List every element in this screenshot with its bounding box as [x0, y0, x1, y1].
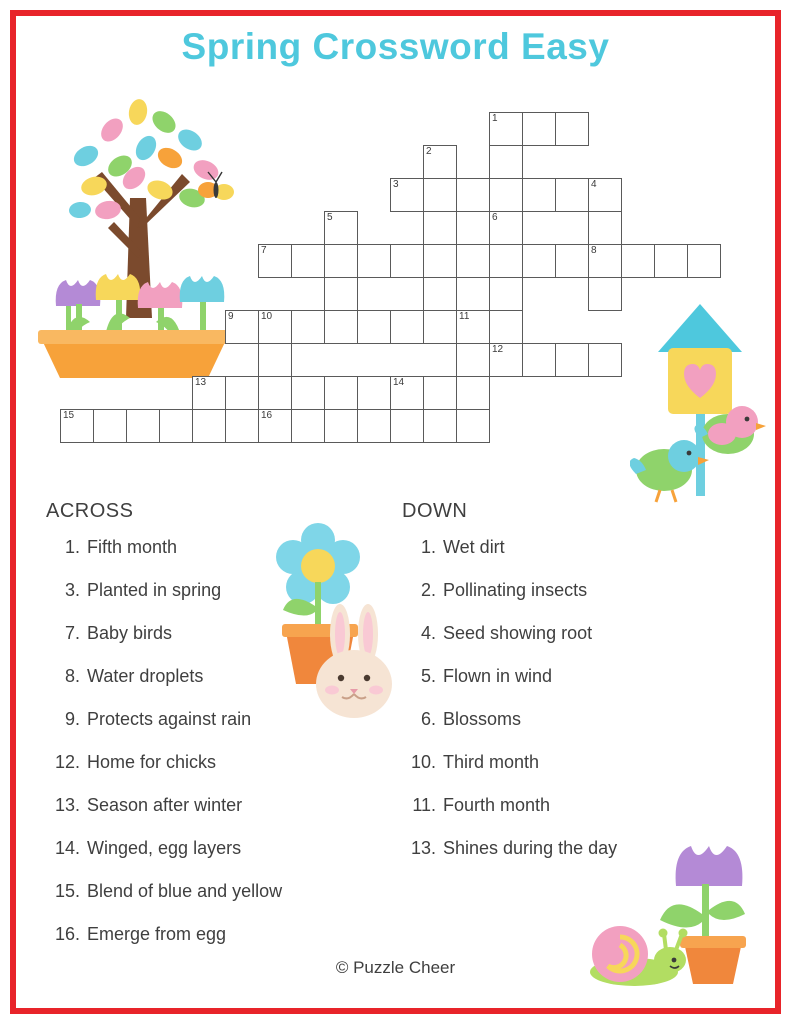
clue-item	[402, 537, 732, 558]
cell-number: 1	[492, 113, 498, 124]
down-clues-column	[402, 500, 732, 881]
crossword-cell[interactable]	[225, 310, 259, 344]
clue-text: Third month	[443, 752, 540, 772]
crossword-cell[interactable]	[423, 145, 457, 179]
clue-text: Emerge from egg	[87, 924, 227, 944]
crossword-cell[interactable]	[324, 244, 358, 278]
cell-number: 11	[459, 311, 470, 322]
crossword-cell[interactable]	[456, 409, 490, 443]
crossword-cell[interactable]	[423, 277, 457, 311]
crossword-cell[interactable]	[192, 409, 226, 443]
clue-item	[402, 580, 732, 601]
clue-item	[402, 666, 732, 687]
cell-number: 15	[63, 410, 75, 421]
clue-item	[402, 795, 732, 816]
crossword-cell[interactable]	[357, 409, 391, 443]
clue-item	[402, 623, 732, 644]
clue-number: 13.	[410, 838, 436, 858]
cell-number: 5	[327, 212, 333, 223]
clue-item	[46, 924, 376, 945]
crossword-cell[interactable]	[489, 310, 523, 344]
clue-text: Flown in wind	[443, 666, 553, 686]
crossword-cell[interactable]	[192, 376, 226, 410]
crossword-cell[interactable]	[588, 277, 622, 311]
clue-text: Pollinating insects	[443, 580, 588, 600]
clue-item	[46, 752, 376, 773]
crossword-cell[interactable]	[390, 376, 424, 410]
crossword-cell[interactable]	[522, 244, 556, 278]
clue-item	[46, 537, 376, 558]
crossword-cell[interactable]	[126, 409, 160, 443]
clue-text: Home for chicks	[87, 752, 217, 772]
crossword-cell[interactable]	[423, 211, 457, 245]
crossword-cell[interactable]	[357, 376, 391, 410]
cell-number: 16	[261, 410, 273, 421]
crossword-grid[interactable]	[60, 112, 732, 462]
clue-item	[46, 881, 376, 902]
crossword-cell[interactable]	[423, 310, 457, 344]
crossword-cell[interactable]	[456, 178, 490, 212]
crossword-cell[interactable]	[324, 376, 358, 410]
crossword-cell[interactable]	[555, 343, 589, 377]
crossword-cell[interactable]	[291, 376, 325, 410]
clue-text: Water droplets	[87, 666, 204, 686]
cell-number: 6	[492, 212, 498, 223]
crossword-cell[interactable]	[60, 409, 94, 443]
clue-number: 10.	[410, 752, 436, 772]
clue-number: 8.	[64, 666, 80, 686]
crossword-cell[interactable]	[225, 409, 259, 443]
across-clues-column	[46, 500, 376, 967]
cell-number: 10	[261, 311, 273, 322]
clue-text: Blossoms	[443, 709, 522, 729]
crossword-cell[interactable]	[423, 178, 457, 212]
cell-number: 3	[393, 179, 399, 190]
crossword-cell[interactable]	[423, 376, 457, 410]
clue-number: 12.	[54, 752, 80, 772]
clue-text: Fourth month	[443, 795, 551, 815]
cell-number: 7	[261, 245, 267, 256]
crossword-cell[interactable]	[555, 112, 589, 146]
clue-text: Shines during the day	[443, 838, 618, 858]
crossword-cell[interactable]	[588, 343, 622, 377]
crossword-cell[interactable]	[456, 244, 490, 278]
crossword-cell[interactable]	[456, 343, 490, 377]
cell-number: 9	[228, 311, 234, 322]
crossword-cell[interactable]	[225, 376, 259, 410]
clue-number: 4.	[420, 623, 436, 643]
clue-number: 1.	[64, 537, 80, 557]
cell-number: 4	[591, 179, 597, 190]
crossword-cell[interactable]	[324, 409, 358, 443]
crossword-cell[interactable]	[291, 244, 325, 278]
crossword-cell[interactable]	[654, 244, 688, 278]
crossword-cell[interactable]	[93, 409, 127, 443]
crossword-cell[interactable]	[258, 376, 292, 410]
crossword-cell[interactable]	[390, 244, 424, 278]
crossword-cell[interactable]	[687, 244, 721, 278]
cell-number: 8	[591, 245, 597, 256]
down-heading: DOWN	[402, 500, 468, 522]
clue-text: Protects against rain	[87, 709, 252, 729]
clue-number: 7.	[64, 623, 80, 643]
clue-item	[46, 666, 376, 687]
crossword-cell[interactable]	[291, 310, 325, 344]
clue-number: 1.	[420, 537, 436, 557]
cell-number: 12	[492, 344, 504, 355]
crossword-cell[interactable]	[258, 310, 292, 344]
crossword-cell[interactable]	[555, 244, 589, 278]
across-clue-list	[46, 537, 376, 945]
cell-number: 14	[393, 377, 405, 388]
clue-item	[46, 838, 376, 859]
crossword-cell[interactable]	[390, 310, 424, 344]
clue-number: 3.	[64, 580, 80, 600]
clue-text: Blend of blue and yellow	[87, 881, 283, 901]
crossword-cell[interactable]	[456, 376, 490, 410]
clue-number: 6.	[420, 709, 436, 729]
clue-item	[402, 709, 732, 730]
crossword-cell[interactable]	[390, 409, 424, 443]
copyright-footer: © Puzzle Cheer	[335, 958, 456, 977]
clue-text: Seed showing root	[443, 623, 593, 643]
crossword-cell[interactable]	[489, 145, 523, 179]
cell-number: 13	[195, 377, 207, 388]
crossword-cell[interactable]	[258, 409, 292, 443]
crossword-cell[interactable]	[522, 112, 556, 146]
clue-text: Wet dirt	[443, 537, 505, 557]
crossword-cell[interactable]	[522, 343, 556, 377]
clue-item	[46, 709, 376, 730]
clue-number: 15.	[54, 881, 80, 901]
crossword-cell[interactable]	[258, 244, 292, 278]
crossword-cell[interactable]	[588, 178, 622, 212]
clues-section	[0, 500, 791, 950]
crossword-cell[interactable]	[423, 409, 457, 443]
crossword-cell[interactable]	[621, 244, 655, 278]
crossword-cell[interactable]	[324, 277, 358, 311]
crossword-cell[interactable]	[390, 178, 424, 212]
crossword-cell[interactable]	[357, 310, 391, 344]
cell-number: 2	[426, 146, 432, 157]
clue-item	[402, 838, 732, 859]
crossword-cell[interactable]	[258, 343, 292, 377]
clue-item	[402, 752, 732, 773]
clue-text: Planted in spring	[87, 580, 222, 600]
crossword-cell[interactable]	[456, 310, 490, 344]
clue-number: 13.	[54, 795, 80, 815]
clue-number: 11.	[412, 795, 436, 815]
crossword-cell[interactable]	[324, 211, 358, 245]
down-clue-list	[402, 537, 732, 859]
clue-text: Season after winter	[87, 795, 243, 815]
crossword-cell[interactable]	[357, 244, 391, 278]
clue-text: Winged, egg layers	[87, 838, 242, 858]
clue-item	[46, 795, 376, 816]
crossword-cell[interactable]	[489, 211, 523, 245]
crossword-cell[interactable]	[588, 244, 622, 278]
clue-number: 14.	[54, 838, 80, 858]
clue-item	[46, 580, 376, 601]
clue-number: 2.	[420, 580, 436, 600]
crossword-cell[interactable]	[555, 178, 589, 212]
crossword-cell[interactable]	[423, 244, 457, 278]
crossword-cell[interactable]	[489, 112, 523, 146]
clue-text: Fifth month	[87, 537, 178, 557]
crossword-cell[interactable]	[489, 343, 523, 377]
crossword-cell[interactable]	[489, 178, 523, 212]
crossword-cell[interactable]	[588, 211, 622, 245]
clue-number: 16.	[54, 924, 80, 944]
clue-item	[46, 623, 376, 644]
crossword-cell[interactable]	[522, 178, 556, 212]
clue-text: Baby birds	[87, 623, 173, 643]
crossword-cell[interactable]	[159, 409, 193, 443]
clue-number: 5.	[420, 666, 436, 686]
clue-number: 9.	[64, 709, 80, 729]
page-title: Spring Crossword Easy	[181, 26, 610, 67]
crossword-cell[interactable]	[291, 409, 325, 443]
across-heading: ACROSS	[46, 500, 134, 522]
crossword-cell[interactable]	[324, 310, 358, 344]
crossword-cell[interactable]	[489, 277, 523, 311]
crossword-cell[interactable]	[489, 244, 523, 278]
